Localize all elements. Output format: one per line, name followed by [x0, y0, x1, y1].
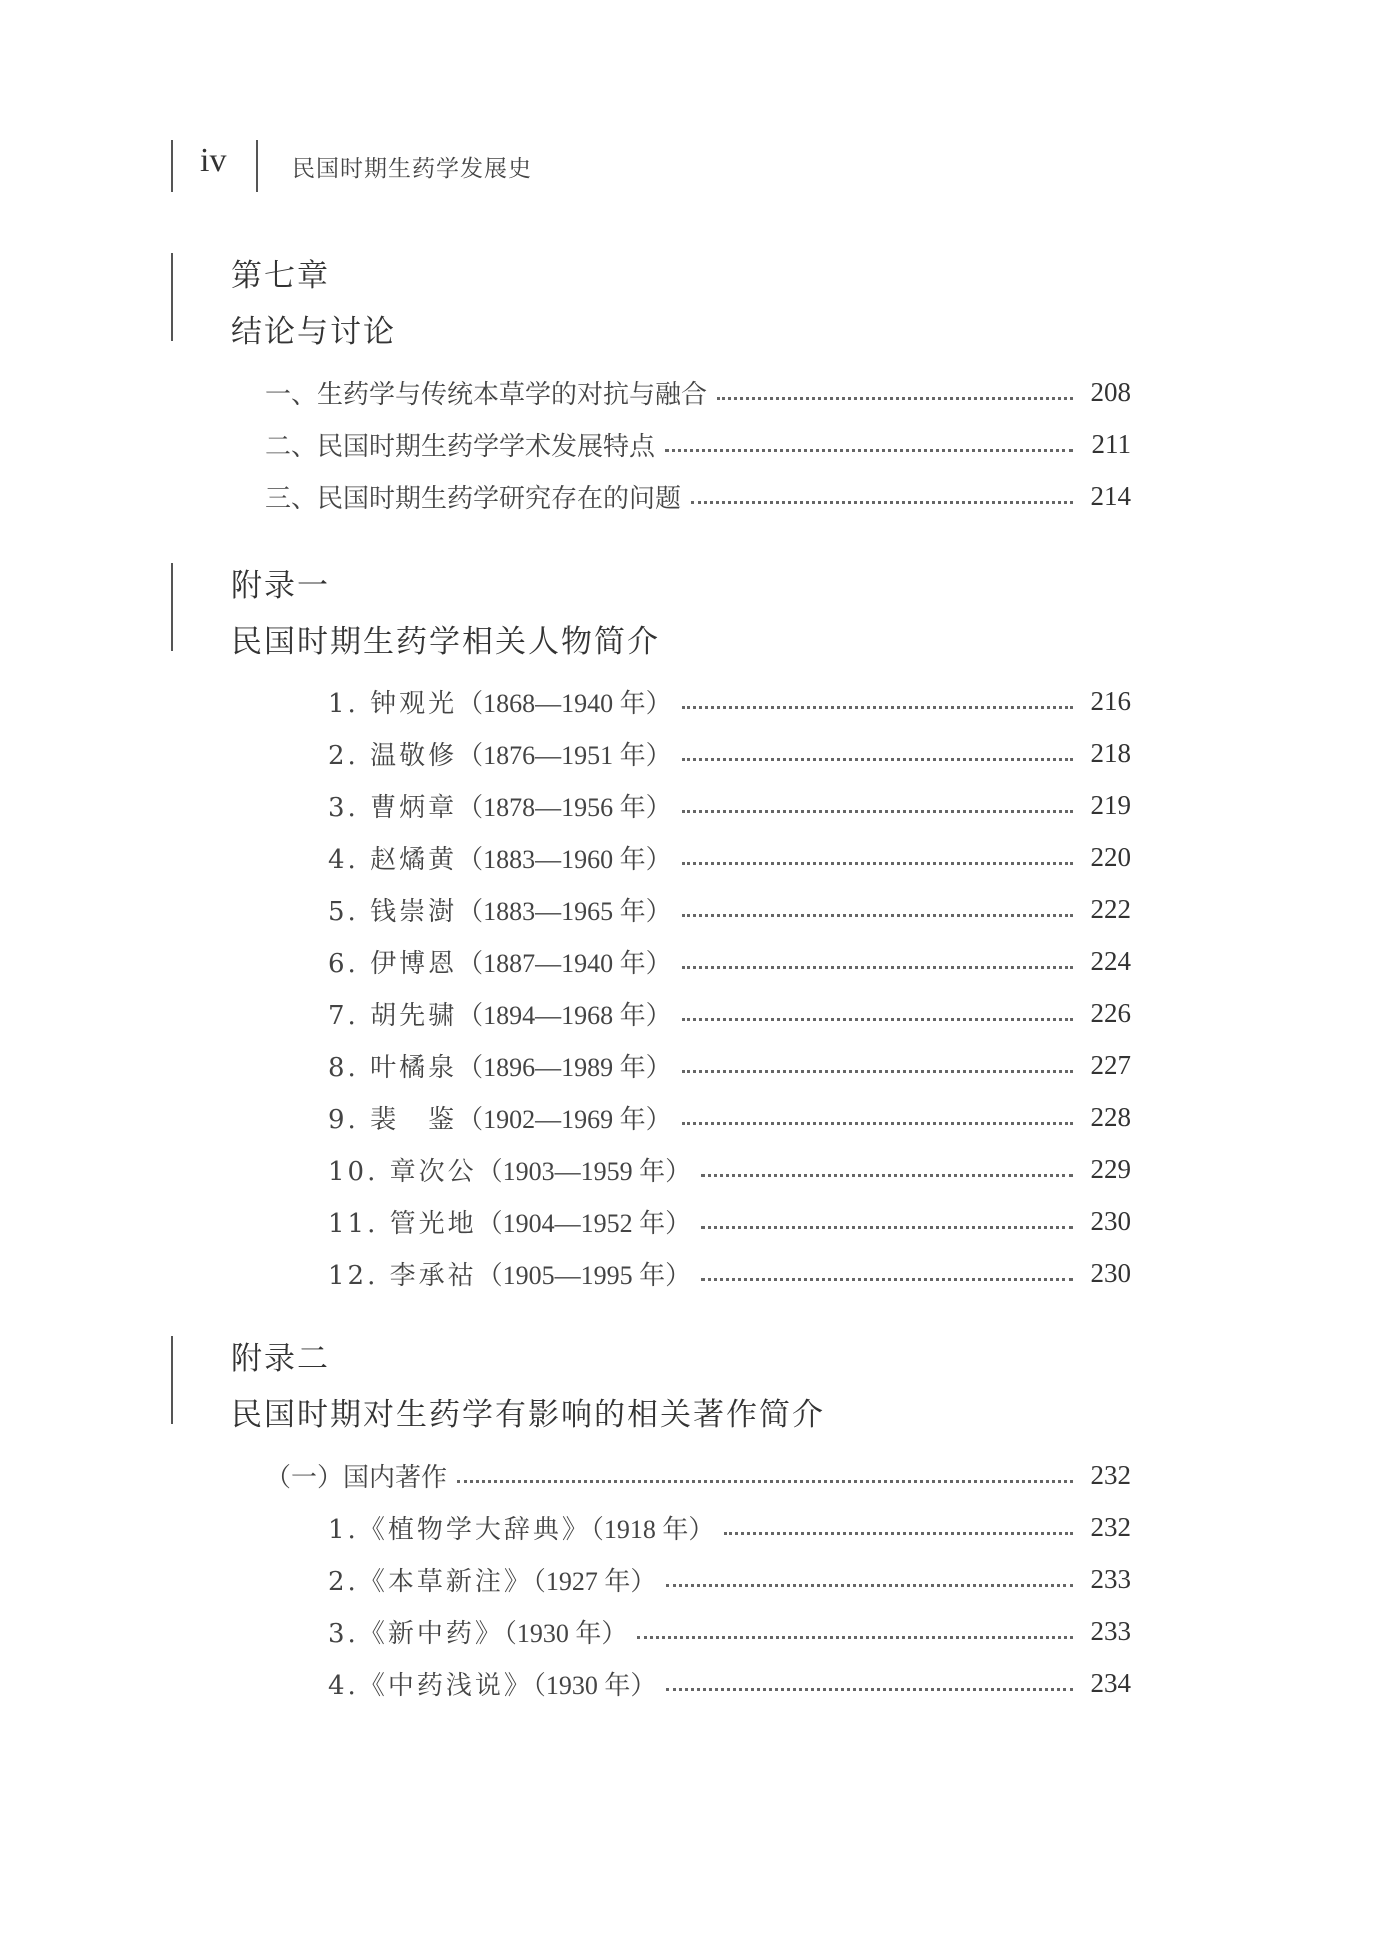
entry-title: 4.《中药浅说》（1930 年） [328, 1670, 657, 1701]
entry-page: 216 [1090, 685, 1131, 716]
dot-leader [457, 1480, 1073, 1483]
toc-entry[interactable] [328, 681, 1131, 721]
dot-leader [701, 1278, 1073, 1281]
dot-leader [691, 501, 1073, 504]
entry-page: 230 [1090, 1257, 1131, 1288]
entry-title: 二、民国时期生药学学术发展特点 [265, 431, 656, 462]
entry-page: 227 [1090, 1049, 1131, 1080]
section-bar [171, 253, 173, 341]
dot-leader [724, 1532, 1073, 1535]
toc-entry[interactable] [265, 424, 1131, 464]
entry-title: 5. 钱崇澍（1883—1965 年） [328, 896, 672, 927]
dot-leader [666, 1688, 1073, 1691]
entry-page: 208 [1090, 376, 1131, 407]
toc-entry[interactable] [328, 733, 1131, 773]
entry-title: 3.《新中药》（1930 年） [328, 1618, 628, 1649]
entry-title: 4. 赵燏黄（1883—1960 年） [328, 844, 672, 875]
entry-page: 234 [1090, 1667, 1131, 1698]
entry-page: 228 [1090, 1101, 1131, 1132]
section-bar [171, 1336, 173, 1424]
entry-page: 233 [1090, 1615, 1131, 1646]
entry-title: 12. 李承祜（1905—1995 年） [328, 1260, 692, 1291]
entry-title: 9. 裴 鉴（1902—1969 年） [328, 1104, 672, 1135]
entry-title: 7. 胡先骕（1894—1968 年） [328, 1000, 672, 1031]
toc-entry[interactable] [328, 1611, 1131, 1651]
dot-leader [717, 397, 1073, 400]
toc-entry[interactable] [328, 1045, 1131, 1085]
toc-entry[interactable] [328, 1559, 1131, 1599]
appendix-label: 附录一 [231, 568, 330, 604]
appendix-title: 民国时期生药学相关人物简介 [231, 624, 660, 660]
entry-page: 232 [1090, 1511, 1131, 1542]
dot-leader [682, 914, 1073, 917]
entry-title: 3. 曹炳章（1878—1956 年） [328, 792, 672, 823]
entry-page: 220 [1090, 841, 1131, 872]
entry-title: 6. 伊博恩（1887—1940 年） [328, 948, 672, 979]
header-divider-left [171, 140, 173, 192]
toc-entry[interactable] [328, 1663, 1131, 1703]
entry-page: 222 [1090, 893, 1131, 924]
dot-leader [665, 449, 1073, 452]
page-number: iv [200, 142, 227, 179]
entry-page: 219 [1090, 789, 1131, 820]
dot-leader [666, 1584, 1073, 1587]
entry-page: 230 [1090, 1205, 1131, 1236]
dot-leader [682, 862, 1073, 865]
dot-leader [701, 1174, 1073, 1177]
entry-title: 1. 钟观光（1868—1940 年） [328, 688, 672, 719]
dot-leader [682, 706, 1073, 709]
dot-leader [682, 1018, 1073, 1021]
appendix-title: 民国时期对生药学有影响的相关著作简介 [231, 1397, 825, 1433]
toc-entry[interactable] [328, 785, 1131, 825]
entry-page: 232 [1090, 1459, 1131, 1490]
dot-leader [682, 966, 1073, 969]
toc-entry[interactable] [328, 837, 1131, 877]
header-divider-right [256, 140, 258, 192]
section-bar [171, 563, 173, 651]
entry-page: 226 [1090, 997, 1131, 1028]
entry-title: 2. 温敬修（1876—1951 年） [328, 740, 672, 771]
dot-leader [682, 810, 1073, 813]
dot-leader [682, 1122, 1073, 1125]
entry-title: 1.《植物学大辞典》（1918 年） [328, 1514, 715, 1545]
entry-title: 8. 叶橘泉（1896—1989 年） [328, 1052, 672, 1083]
toc-entry[interactable] [328, 1097, 1131, 1137]
entry-page: 229 [1090, 1153, 1131, 1184]
toc-entry[interactable] [328, 993, 1131, 1033]
entry-page: 218 [1090, 737, 1131, 768]
running-book-title: 民国时期生药学发展史 [292, 156, 532, 182]
toc-entry[interactable] [328, 1201, 1131, 1241]
dot-leader [682, 758, 1073, 761]
entry-title: （一）国内著作 [265, 1462, 448, 1493]
entry-title: 10. 章次公（1903—1959 年） [328, 1156, 692, 1187]
entry-title: 三、民国时期生药学研究存在的问题 [265, 483, 682, 514]
entry-title: 2.《本草新注》（1927 年） [328, 1566, 657, 1597]
entry-title: 11. 管光地（1904—1952 年） [328, 1208, 692, 1239]
dot-leader [637, 1636, 1073, 1639]
entry-page: 214 [1090, 480, 1131, 511]
dot-leader [682, 1070, 1073, 1073]
dot-leader [701, 1226, 1073, 1229]
toc-entry[interactable] [265, 476, 1131, 516]
toc-entry[interactable] [328, 1253, 1131, 1293]
entry-page: 211 [1091, 428, 1131, 459]
toc-entry[interactable] [328, 1149, 1131, 1189]
toc-entry[interactable] [328, 941, 1131, 981]
toc-entry[interactable] [265, 372, 1131, 412]
toc-entry[interactable] [328, 889, 1131, 929]
toc-subheading[interactable] [265, 1455, 1131, 1495]
entry-page: 233 [1090, 1563, 1131, 1594]
entry-page: 224 [1090, 945, 1131, 976]
chapter-label: 第七章 [231, 258, 330, 294]
toc-entry[interactable] [328, 1507, 1131, 1547]
chapter-title: 结论与讨论 [231, 314, 396, 350]
appendix-label: 附录二 [231, 1341, 330, 1377]
entry-title: 一、生药学与传统本草学的对抗与融合 [265, 379, 708, 410]
